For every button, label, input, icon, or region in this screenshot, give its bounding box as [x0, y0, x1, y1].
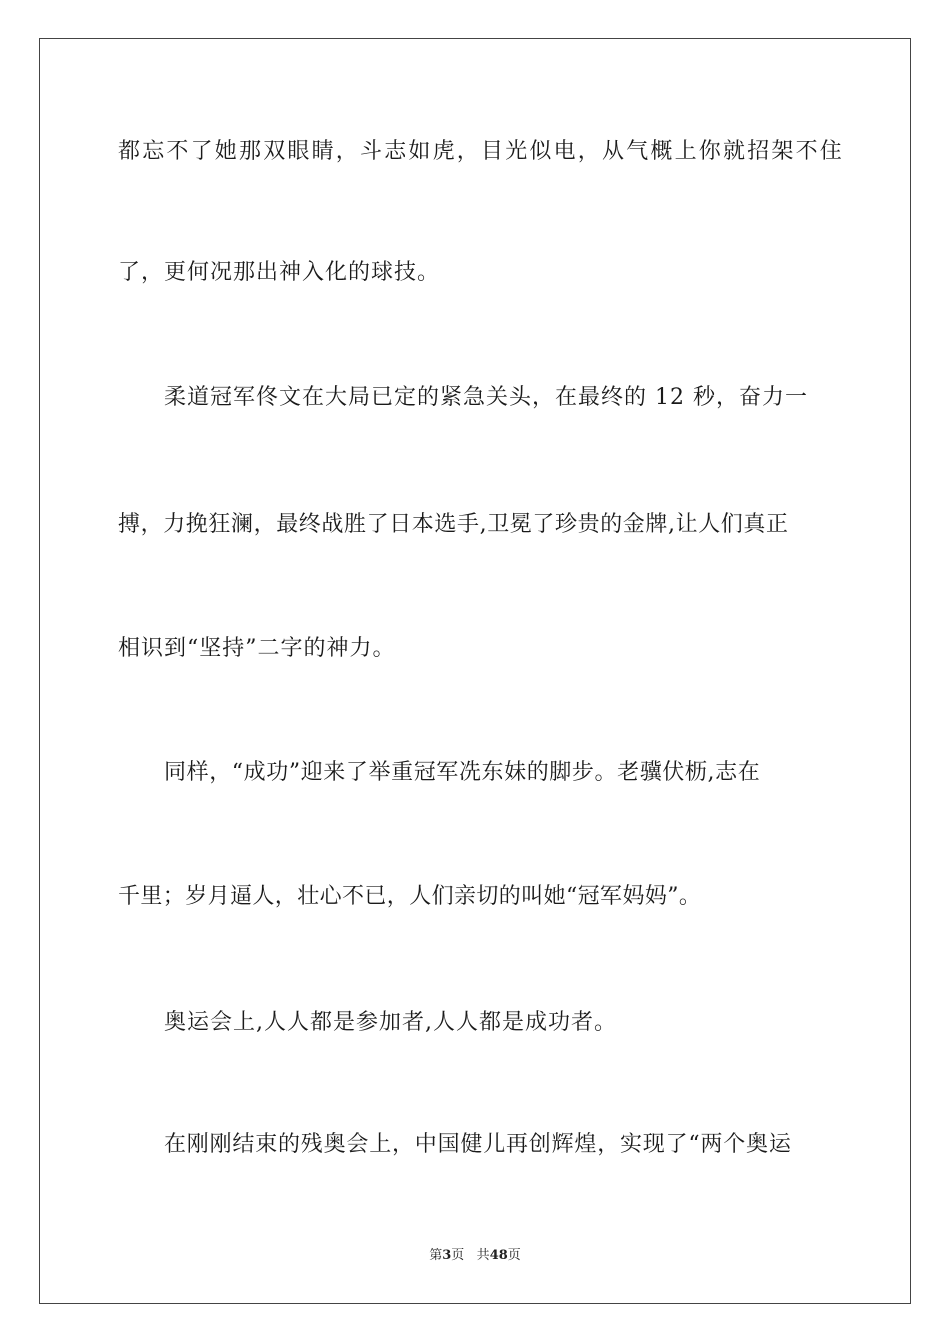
body-text-line: 相识到“坚持”二字的神力。	[118, 636, 396, 661]
page-footer	[0, 1247, 950, 1265]
paragraph-start-line: 在刚刚结束的残奥会上，中国健儿再创辉煌，实现了“两个奥运	[164, 1132, 792, 1157]
paragraph-start-line: 柔道冠军佟文在大局已定的紧急关头，在最终的 12 秒，奋力一	[164, 385, 808, 410]
body-text-line: 都忘不了她那双眼睛，斗志如虎，目光似电，从气概上你就招架不住	[118, 139, 845, 164]
body-text-line: 千里；岁月逼人，壮心不已，人们亲切的叫她“冠军妈妈”。	[118, 884, 702, 909]
footer-total-prefix: 共	[476, 1248, 490, 1263]
paragraph-start-line: 奥运会上,人人都是参加者,人人都是成功者。	[164, 1010, 617, 1035]
body-text-line: 搏，力挽狂澜，最终战胜了日本选手,卫冕了珍贵的金牌,让人们真正	[118, 512, 789, 537]
footer-page-prefix: 第	[429, 1248, 443, 1263]
paragraph-start-line: 同样，“成功”迎来了举重冠军冼东妹的脚步。老骥伏枥,志在	[164, 760, 761, 785]
page-border	[39, 38, 911, 1304]
body-text-line: 了，更何况那出神入化的球技。	[118, 260, 441, 285]
footer-total-pages: 48	[489, 1248, 508, 1263]
footer-page-number: 3	[442, 1248, 452, 1263]
footer-page-suffix: 页	[451, 1248, 465, 1263]
footer-total-suffix: 页	[507, 1248, 521, 1263]
